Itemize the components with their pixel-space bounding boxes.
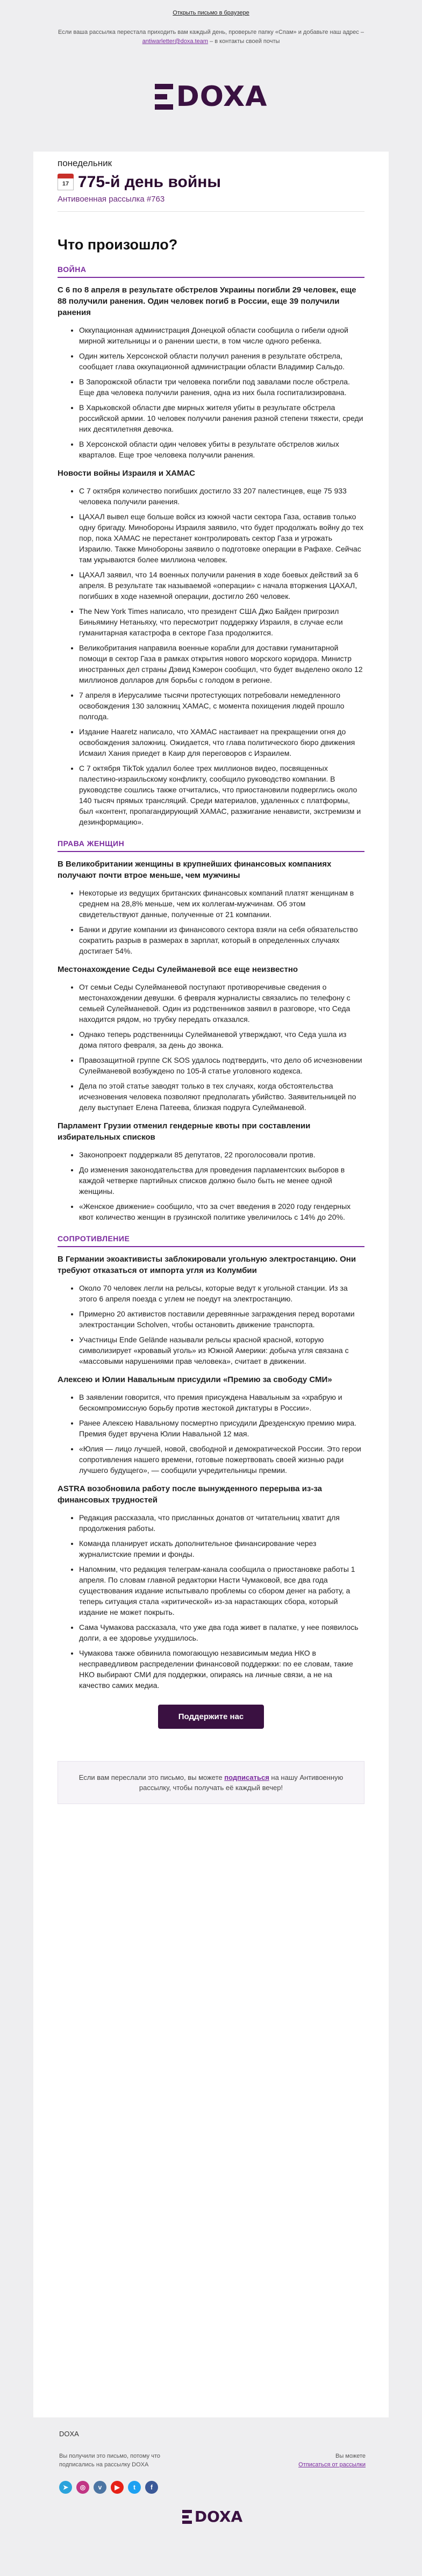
issue-title-row — [58, 173, 364, 191]
section-heading: ПРАВА ЖЕНЩИН — [58, 839, 125, 848]
news-item: • Великобритания направила военные корабли для доставки гуманитарной помощи в сектор Газа в рамках открытия нового морского коридора. Министр иностранных дел страны Дэвид Кэмерон сообщил, что будет выделено около 12 миллионов долларов для борьбы с голодом в регионе. — [79, 642, 364, 685]
divider — [58, 211, 364, 212]
news-item: • Правозащитной группе СК SOS удалось подтвердить, что дело об исчезновении Сулейманевой возбуждено по 105-й статье уголовного кодекса. — [79, 1055, 364, 1076]
news-item: • Напомним, что редакция телеграм-канала сообщила о приостановке работы 1 апреля. По словам главной редакторки Насти Чумаковой, все два года существования издание испытывало проблемы со сбором денег на работу, а теперь ситуация стала «критической» из-за нарастающих сбора, который издание не может покрыть. — [79, 1564, 364, 1618]
calendar-day: 17 — [58, 178, 74, 190]
news-item: • От семьи Седы Сулейманевой поступают противоречивые сведения о местонахождении девушки. 6 февраля журналисты связались по телефону с семьей Сулейманевой. Один из родственников заявил в разговоре, что Седа находится рядом, но трубку передать отказался. — [79, 982, 364, 1025]
email-address-link[interactable]: antiwarletter@doxa.team — [142, 38, 209, 45]
footer-left: Вы получили это письмо, потому что подписались на рассылку DOXA — [59, 2453, 160, 2468]
news-list — [58, 982, 364, 1113]
news-item: • В Харьковской области две мирных жителя убиты в результате обстрела российской армии. 10 человек получили ранения разной степени тяжести, среди них десятилетняя девочка. — [79, 402, 364, 434]
news-item: • Законопроект поддержали 85 депутатов, 22 проголосовали против. — [79, 1149, 364, 1160]
news-item: • Около 70 человек легли на рельсы, которые ведут к угольной станции. Из за этого 6 апреля поезда с углем не поедут на электростанцию. — [79, 1283, 364, 1304]
footer-columns — [59, 2452, 366, 2469]
cta-wrap — [58, 1705, 364, 1729]
news-list — [58, 888, 364, 956]
news-item: • В Запорожской области три человека погибли под завалами после обстрела. Еще два человека получили ранения, одна из них была госпитализирована. — [79, 376, 364, 398]
news-list — [58, 485, 364, 827]
news-list — [58, 1283, 364, 1366]
news-item: • Оккупационная администрация Донецкой области сообщила о гибели одной мирной жительницы и о ранении шести, в том числе одного ребенка. — [79, 325, 364, 346]
footer-logo-bars-icon — [182, 2510, 192, 2524]
news-item: • «Юлия — лицо лучшей, новой, свободной и демократической России. Это герои сопротивления нашего времени, готовые пожертвовать своей жизнью ради лучшего будущего», — сообщили учредительницы премии. — [79, 1443, 364, 1476]
footer — [59, 2430, 366, 2525]
news-headline: В Великобритании женщины в крупнейших финансовых компаниях получают почти втрое меньше, чем мужчины — [58, 860, 332, 880]
news-item: • Однако теперь родственницы Сулейманевой утверждают, что Седа ушла из дома пятого февраля, за день до звонка. — [79, 1029, 364, 1050]
section-rule — [58, 1246, 364, 1247]
news-item: • ЦАХАЛ заявил, что 14 военных получили ранения в ходе боевых действий за 6 апреля. В результате так называемой «операции» с начала вторжения ЦАХАЛ, погибших в ходе наземной операции, достигло 260 человек. — [79, 569, 364, 602]
news-list — [58, 1149, 364, 1222]
youtube-icon[interactable]: ▶ — [111, 2481, 124, 2494]
logo-text: DOXA — [176, 81, 268, 113]
news-item: • 7 апреля в Иерусалиме тысячи протестующих потребовали немедленного освобождения 130 заложниц ХАМАС, с момента похищения людей прошло полгода. — [79, 690, 364, 722]
section-rule — [58, 277, 364, 278]
share-pre: Если вам переслали это письмо, вы можете — [78, 1773, 225, 1781]
news-item: • «Женское движение» сообщило, что за счет введения в 2020 году гендерных квот количество женщин в грузинской политике увеличилось с 14% до 20%. — [79, 1201, 364, 1222]
footer-right — [298, 2452, 366, 2469]
news-item: • С 7 октября количество погибших достигло 33 207 палестинцев, еще 75 933 человека получили ранения. — [79, 485, 364, 507]
news-item: • В заявлении говорится, что премия присуждена Навальным за «храбрую и бескомпромиссную борьбу против жестокой диктатуры в России». — [79, 1392, 364, 1413]
news-list — [58, 1392, 364, 1476]
unsubscribe-link[interactable]: Отписаться от рассылки — [298, 2461, 366, 2468]
news-item: • Один житель Херсонской области получил ранения в результате обстрела, сообщает глава оккупационной администрации области Владимир Сальдо. — [79, 350, 364, 372]
newsletter-card — [33, 152, 389, 2417]
news-item: • Команда планирует искать дополнительное финансирование через журналистские премии и фонды. — [79, 1538, 364, 1559]
news-headline: Парламент Грузии отменил гендерные квоты при составлении избирательных списков — [58, 1121, 311, 1142]
footer-logo-text: DOXA — [194, 2508, 243, 2525]
social-icons — [59, 2481, 366, 2494]
top-links — [0, 0, 422, 17]
view-in-browser-link[interactable]: Открыть письмо в браузере — [173, 10, 249, 16]
news-item: • В Херсонской области один человек убиты в результате обстрелов жилых кварталов. Еще трое человека получили ранения. — [79, 439, 364, 460]
news-item: • Дела по этой статье заводят только в тех случаях, когда обстоятельства исчезновения человека позволяют предполагать убийство. Заявительницей по делу выступает Елена Патеева, близкая подруга Сулейманевой. — [79, 1081, 364, 1113]
news-item: • Редакция рассказала, что присланных донатов от читательниц хватит для продолжения работы. — [79, 1512, 364, 1534]
news-item: • Ранее Алексею Навальному посмертно присудили Дрезденскую премию мира. Премия будет вручена Юлии Навальной 12 мая. — [79, 1418, 364, 1439]
news-item: • Некоторые из ведущих британских финансовых компаний платят женщинам в среднем на 28,8% меньше, чем их коллегам-мужчинам. Об этом свидетельствуют данные, полученные от 21 компании. — [79, 888, 364, 920]
spam-note — [50, 28, 373, 46]
subscribe-link[interactable]: подписаться — [224, 1773, 269, 1781]
news-headline: Местонахождение Седы Сулейманевой все еще неизвестно — [58, 965, 298, 974]
vk-icon[interactable]: v — [94, 2481, 106, 2494]
instagram-icon[interactable]: ◎ — [76, 2481, 89, 2494]
logo-bars-icon — [155, 84, 173, 110]
telegram-icon[interactable]: ➤ — [59, 2481, 72, 2494]
news-item: • Издание Haaretz написало, что ХАМАС настаивает на прекращении огня до освобождения заложниц. Ожидается, что глава политического бюро движения Исмаил Хания приедет в Каир для переговоров с Израилем. — [79, 726, 364, 759]
sections — [58, 265, 364, 1691]
issue-subtitle: Антивоенная рассылка #763 — [58, 195, 165, 204]
news-headline: Новости войны Израиля и ХАМАС — [58, 469, 195, 478]
news-item: • ЦАХАЛ вывел еще больше войск из южной части сектора Газа, оставив только одну бригаду. Минобороны Израиля заявило, что будет продолжать войну до тех пор, пока ХАМАС не перестанет контролировать сектор Газа и угрожать Израилю. Также Минобороны заявило о подготовке операции в Рафахе. Сейчас там укрываются более миллиона человек. — [79, 511, 364, 565]
section-rule — [58, 851, 364, 852]
share-post: на нашу Антивоенную рассылку, чтобы получать её каждый вечер! — [139, 1773, 344, 1792]
news-list — [58, 325, 364, 460]
issue-title: 775-й день войны — [78, 173, 221, 191]
weekday: понедельник — [58, 158, 112, 168]
news-item: • The New York Times написало, что президент США Джо Байден пригрозил Биньямину Нетаньяху, что пересмотрит поддержку Израиля, в случае если гуманитарная катастрофа в секторе Газа продолжится. — [79, 606, 364, 638]
news-item: • Банки и другие компании из финансового сектора взяли на себя обязательство сократить разрыв в размерах в зарплат, который в определенных случаях достигает 54%. — [79, 924, 364, 956]
news-headline: С 6 по 8 апреля в результате обстрелов Украины погибли 29 человек, еще 88 получили ранения. Один человек погиб в России, еще 39 получили ранения — [58, 285, 356, 317]
news-headline: ASTRA возобновила работу после вынужденного перерыва из-за финансовых трудностей — [58, 1484, 322, 1505]
share-box — [58, 1761, 364, 1804]
news-item: • Сама Чумакова рассказала, что уже два года живет в палатке, у нее появилось долги, а ее здоровье ухудшилось. — [79, 1622, 364, 1643]
news-item: • Участницы Ende Gelände называли рельсы красной красной, которую символизирует «кровавый уголь» из Южной Америки: добыча угля связана с «массовыми нарушениями прав человека», считает в движении. — [79, 1334, 364, 1366]
news-item: • С 7 октября TikTok удалил более трех миллионов видео, посвященных палестино-израильскому конфликту, сообщило руководство компании. В руководстве сошлись также отчитались, что приостановили подверглись около 140 тысяч прямых трансляций. Среди материалов, удаленных с платформы, был «контент, пропагандирующий ХАМАС, разжигание ненависти, экстремизм и дезинформацию». — [79, 763, 364, 827]
section-heading: ВОЙНА — [58, 265, 87, 274]
twitter-icon[interactable]: t — [128, 2481, 141, 2494]
news-headline: В Германии экоактивисты заблокировали угольную электростанцию. Они требуют отказаться от импорта угля из Колумбии — [58, 1255, 356, 1275]
spam-note-post: – в контакты своей почты — [208, 38, 280, 45]
support-button[interactable]: Поддержите нас — [158, 1705, 264, 1729]
news-list — [58, 1512, 364, 1691]
footer-logo[interactable] — [59, 2508, 366, 2525]
spam-note-pre: Если ваша рассылка перестала приходить вам каждый день, проверьте папку «Спам» и добавьте наш адрес – — [58, 29, 364, 35]
news-headline: Алексею и Юлии Навальным присудили «Премию за свободу СМИ» — [58, 1375, 332, 1384]
main-title: Что произошло? — [58, 237, 178, 253]
facebook-icon[interactable]: f — [145, 2481, 158, 2494]
news-item: • До изменения законодательства для проведения парламентских выборов в каждой четверке партийных списков должно было быть не менее одной женщины. — [79, 1164, 364, 1197]
footer-brand: DOXA — [59, 2430, 79, 2438]
section-heading: СОПРОТИВЛЕНИЕ — [58, 1234, 130, 1243]
news-item: • Чумакова также обвинила помогающую независимым медиа НКО в несправедливом распределении финансовой поддержки: по ее словам, такие НКО выбирают СМИ для поддержки, опираясь на личные связи, а не на качество самих медиа. — [79, 1648, 364, 1691]
calendar-icon — [58, 174, 74, 191]
news-item: • Примерно 20 активистов поставили деревянные заграждения перед воротами электростанции Scholven, чтобы остановить движение транспорта. — [79, 1308, 364, 1330]
doxa-logo[interactable] — [152, 82, 270, 112]
footer-right-top: Вы можете — [335, 2453, 366, 2459]
